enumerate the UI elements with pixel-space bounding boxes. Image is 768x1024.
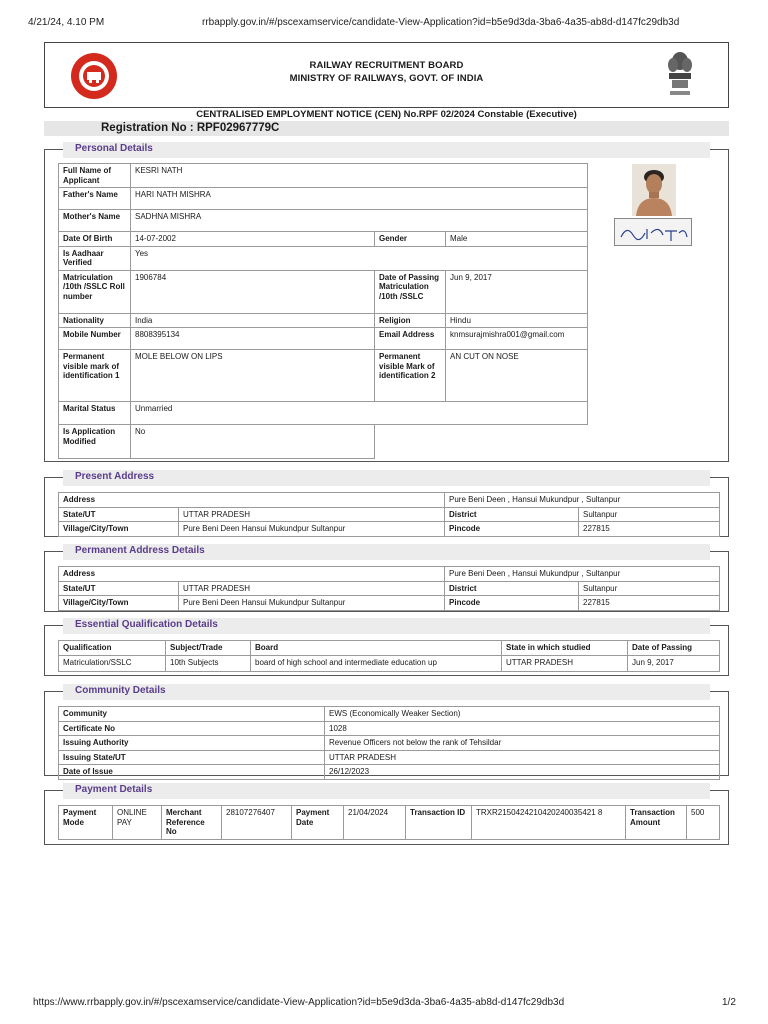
label: Village/City/Town xyxy=(59,596,179,611)
column-header: Qualification xyxy=(59,641,166,656)
label: Transaction ID xyxy=(406,806,472,840)
column-header: Date of Passing xyxy=(628,641,720,656)
table-cell: UTTAR PRADESH xyxy=(502,655,628,671)
table-cell: board of high school and intermediate education up xyxy=(251,655,502,671)
payment-date-value: 21/04/2024 xyxy=(344,806,406,840)
authority-value: Revenue Officers not below the rank of Tehsildar xyxy=(325,736,720,751)
label: Address xyxy=(59,493,445,508)
village-value: Pure Beni Deen Hansui Mukundpur Sultanpur xyxy=(179,522,445,537)
community-table xyxy=(58,706,720,780)
section-header xyxy=(63,684,710,700)
label: Father's Name xyxy=(59,188,131,210)
section-header xyxy=(63,470,710,486)
table-cell: 10th Subjects xyxy=(166,655,251,671)
aadhaar-value: Yes xyxy=(131,246,588,270)
qualification-table xyxy=(58,640,720,672)
column-header: Subject/Trade xyxy=(166,641,251,656)
label: State/UT xyxy=(59,581,179,596)
column-header: Board xyxy=(251,641,502,656)
passing-date-value: Jun 9, 2017 xyxy=(446,270,588,313)
applicant-photo xyxy=(632,164,676,216)
label: Village/City/Town xyxy=(59,522,179,537)
full-name-value: KESRI NATH xyxy=(131,164,588,188)
label: Email Address xyxy=(375,328,446,350)
applicant-signature xyxy=(614,218,692,246)
label: Payment Mode xyxy=(59,806,113,840)
gender-value: Male xyxy=(446,232,588,247)
label: Matriculation /10th /SSLC Roll number xyxy=(59,270,131,313)
national-emblem-icon xyxy=(665,49,695,103)
personal-details-table xyxy=(58,163,588,459)
pincode-value: 227815 xyxy=(579,522,720,537)
section-title: Community Details xyxy=(75,685,166,696)
email-value: knmsurajmishra001@gmail.com xyxy=(446,328,588,350)
issue-date-value: 26/12/2023 xyxy=(325,765,720,780)
registration-number: Registration No : RPF02967779C xyxy=(101,122,280,134)
father-name-value: HARI NATH MISHRA xyxy=(131,188,588,210)
state-value: UTTAR PRADESH xyxy=(179,581,445,596)
pincode-value: 227815 xyxy=(579,596,720,611)
label: Date of Passing Matriculation /10th /SSLC xyxy=(375,270,446,313)
present-address-table xyxy=(58,492,720,537)
header-subtitle: MINISTRY OF RAILWAYS, GOVT. OF INDIA xyxy=(289,73,484,84)
print-datetime: 4/21/24, 4.10 PM xyxy=(28,17,105,28)
section-title: Payment Details xyxy=(75,784,153,795)
notice-title: CENTRALISED EMPLOYMENT NOTICE (CEN) No.RPF 02/2024 Constable (Executive) xyxy=(196,109,577,120)
religion-value: Hindu xyxy=(446,313,588,328)
village-value: Pure Beni Deen Hansui Mukundpur Sultanpur xyxy=(179,596,445,611)
label: Permanent visible mark of identification 1 xyxy=(59,350,131,402)
community-value: EWS (Economically Weaker Section) xyxy=(325,707,720,722)
label: Gender xyxy=(375,232,446,247)
label: Merchant Reference No xyxy=(162,806,222,840)
district-value: Sultanpur xyxy=(579,581,720,596)
print-url: rrbapply.gov.in/#/pscexamservice/candidate-View-Application?id=b5e9d3da-3ba6-4a35-ab8d-d147fc29db3d xyxy=(202,17,680,28)
modified-value: No xyxy=(131,425,375,459)
label: District xyxy=(445,581,579,596)
section-title: Essential Qualification Details xyxy=(75,619,218,630)
label: Transaction Amount xyxy=(626,806,687,840)
label: Issuing Authority xyxy=(59,736,325,751)
print-footer-url: https://www.rrbapply.gov.in/#/pscexamservice/candidate-View-Application?id=b5e9d3da-3ba6-4a35-ab8d-d147fc29db3d xyxy=(33,997,565,1008)
table-row xyxy=(59,655,720,671)
state-value: UTTAR PRADESH xyxy=(179,507,445,522)
section-title: Present Address xyxy=(75,471,155,482)
print-page-number: 1/2 xyxy=(722,997,736,1008)
certificate-value: 1028 xyxy=(325,721,720,736)
amount-value: 500 xyxy=(687,806,720,840)
mark1-value: MOLE BELOW ON LIPS xyxy=(131,350,375,402)
mark2-value: AN CUT ON NOSE xyxy=(446,350,588,402)
permanent-address-table xyxy=(58,566,720,611)
label: Permanent visible Mark of identification 2 xyxy=(375,350,446,402)
section-title: Permanent Address Details xyxy=(75,545,205,556)
label: Date of Issue xyxy=(59,765,325,780)
mobile-value: 8808395134 xyxy=(131,328,375,350)
label: Full Name of Applicant xyxy=(59,164,131,188)
label: Marital Status xyxy=(59,402,131,425)
section-header xyxy=(63,783,710,799)
issuing-state-value: UTTAR PRADESH xyxy=(325,750,720,765)
header-title: RAILWAY RECRUITMENT BOARD xyxy=(309,60,464,71)
label: Mobile Number xyxy=(59,328,131,350)
label: Address xyxy=(59,567,445,582)
table-cell: Jun 9, 2017 xyxy=(628,655,720,671)
label: Certificate No xyxy=(59,721,325,736)
address-value: Pure Beni Deen , Hansui Mukundpur , Sultanpur xyxy=(445,567,720,582)
label: State/UT xyxy=(59,507,179,522)
label: Pincode xyxy=(445,522,579,537)
label: Payment Date xyxy=(292,806,344,840)
payment-table xyxy=(58,805,720,840)
marital-value: Unmarried xyxy=(131,402,588,425)
section-title: Personal Details xyxy=(75,143,153,154)
section-header xyxy=(63,618,710,634)
section-header xyxy=(63,544,710,560)
label: Is Application Modified xyxy=(59,425,131,459)
column-header: State in which studied xyxy=(502,641,628,656)
mother-name-value: SADHNA MISHRA xyxy=(131,210,588,232)
label: Nationality xyxy=(59,313,131,328)
payment-mode-value: ONLINE PAY xyxy=(113,806,162,840)
label: Mother's Name xyxy=(59,210,131,232)
roll-number-value: 1906784 xyxy=(131,270,375,313)
label: District xyxy=(445,507,579,522)
label: Date Of Birth xyxy=(59,232,131,247)
label: Is Aadhaar Verified xyxy=(59,246,131,270)
label: Issuing State/UT xyxy=(59,750,325,765)
label: Pincode xyxy=(445,596,579,611)
district-value: Sultanpur xyxy=(579,507,720,522)
label: Religion xyxy=(375,313,446,328)
address-value: Pure Beni Deen , Hansui Mukundpur , Sultanpur xyxy=(445,493,720,508)
merchant-ref-value: 28107276407 xyxy=(222,806,292,840)
label: Community xyxy=(59,707,325,722)
table-row xyxy=(59,806,720,840)
section-header xyxy=(63,142,710,158)
dob-value: 14-07-2002 xyxy=(131,232,375,247)
table-cell: Matriculation/SSLC xyxy=(59,655,166,671)
nationality-value: India xyxy=(131,313,375,328)
page-header xyxy=(44,42,729,108)
registration-bar xyxy=(44,121,729,136)
transaction-id-value: TRXR2150424210420240035421 8 xyxy=(472,806,626,840)
